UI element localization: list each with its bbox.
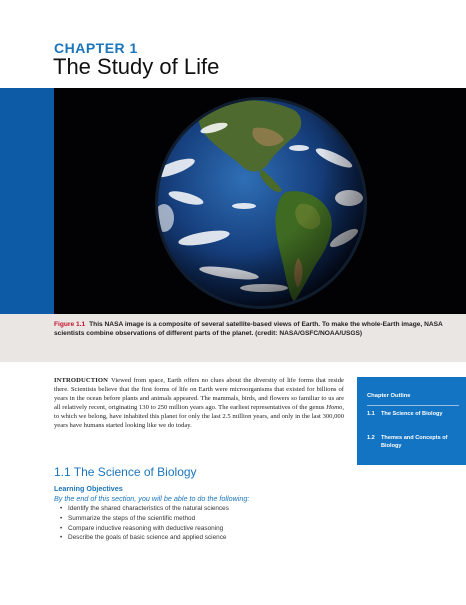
outline-item-number: 1.2 [367,435,375,441]
figure-label: Figure 1.1 [54,321,86,328]
chapter-label: CHAPTER 1 [54,40,138,56]
intro-text-part2: , to which we belong, have inhabited this planet for only the last 2.5 million years, and only in the last 300,000 years have humans started looking like we do today. [54,403,344,429]
decorative-blue-bar [0,88,54,314]
outline-item-1-2[interactable] [367,434,459,450]
learning-objectives-heading: Learning Objectives [54,484,123,493]
intro-genus: Homo [326,403,343,411]
outline-item-1-1[interactable] [367,410,459,418]
outline-item-number: 1.1 [367,411,375,417]
outline-item-label: Themes and Concepts of Biology [381,435,448,449]
list-item: • Summarize the steps of the scientific method [60,514,229,524]
section-title: 1.1 The Science of Biology [54,465,197,479]
outline-divider [367,405,459,406]
chapter-outline-box [357,377,466,465]
hero-image-earth [54,88,466,314]
list-item: • Describe the goals of basic science and applied science [60,533,229,543]
list-item: • Identify the shared characteristics of the natural sciences [60,504,229,514]
figure-caption-text: This NASA image is a composite of several satellite-based views of Earth. To make the whole-Earth image, NASA scientists combine observations of different parts of the planet. (credit: NASA/GSFC/NOAA/USGS) [54,321,443,337]
list-item: • Compare inductive reasoning with deductive reasoning [60,524,229,534]
outline-item-label: The Science of Biology [381,411,443,417]
learning-objectives-list [60,504,229,543]
earth-globe-illustration [54,88,466,314]
learning-objectives-intro: By the end of this section, you will be able to do the following: [54,494,250,503]
chapter-outline-heading: Chapter Outline [367,393,411,399]
intro-text-part1: Viewed from space, Earth offers no clues about the diversity of life forms that reside there. Scientists believe that the first forms of life on Earth were microorganisms that existed for billions of years in the ocean before plants and animals appeared. The mammals, birds, and flowers so familiar to us are all relatively recent, originating 130 to 250 million years ago. The earliest representatives of the genus [54,377,344,411]
figure-caption [54,320,459,338]
introduction-paragraph [54,377,344,430]
intro-lead: INTRODUCTION [54,377,108,384]
chapter-title: The Study of Life [53,54,220,79]
